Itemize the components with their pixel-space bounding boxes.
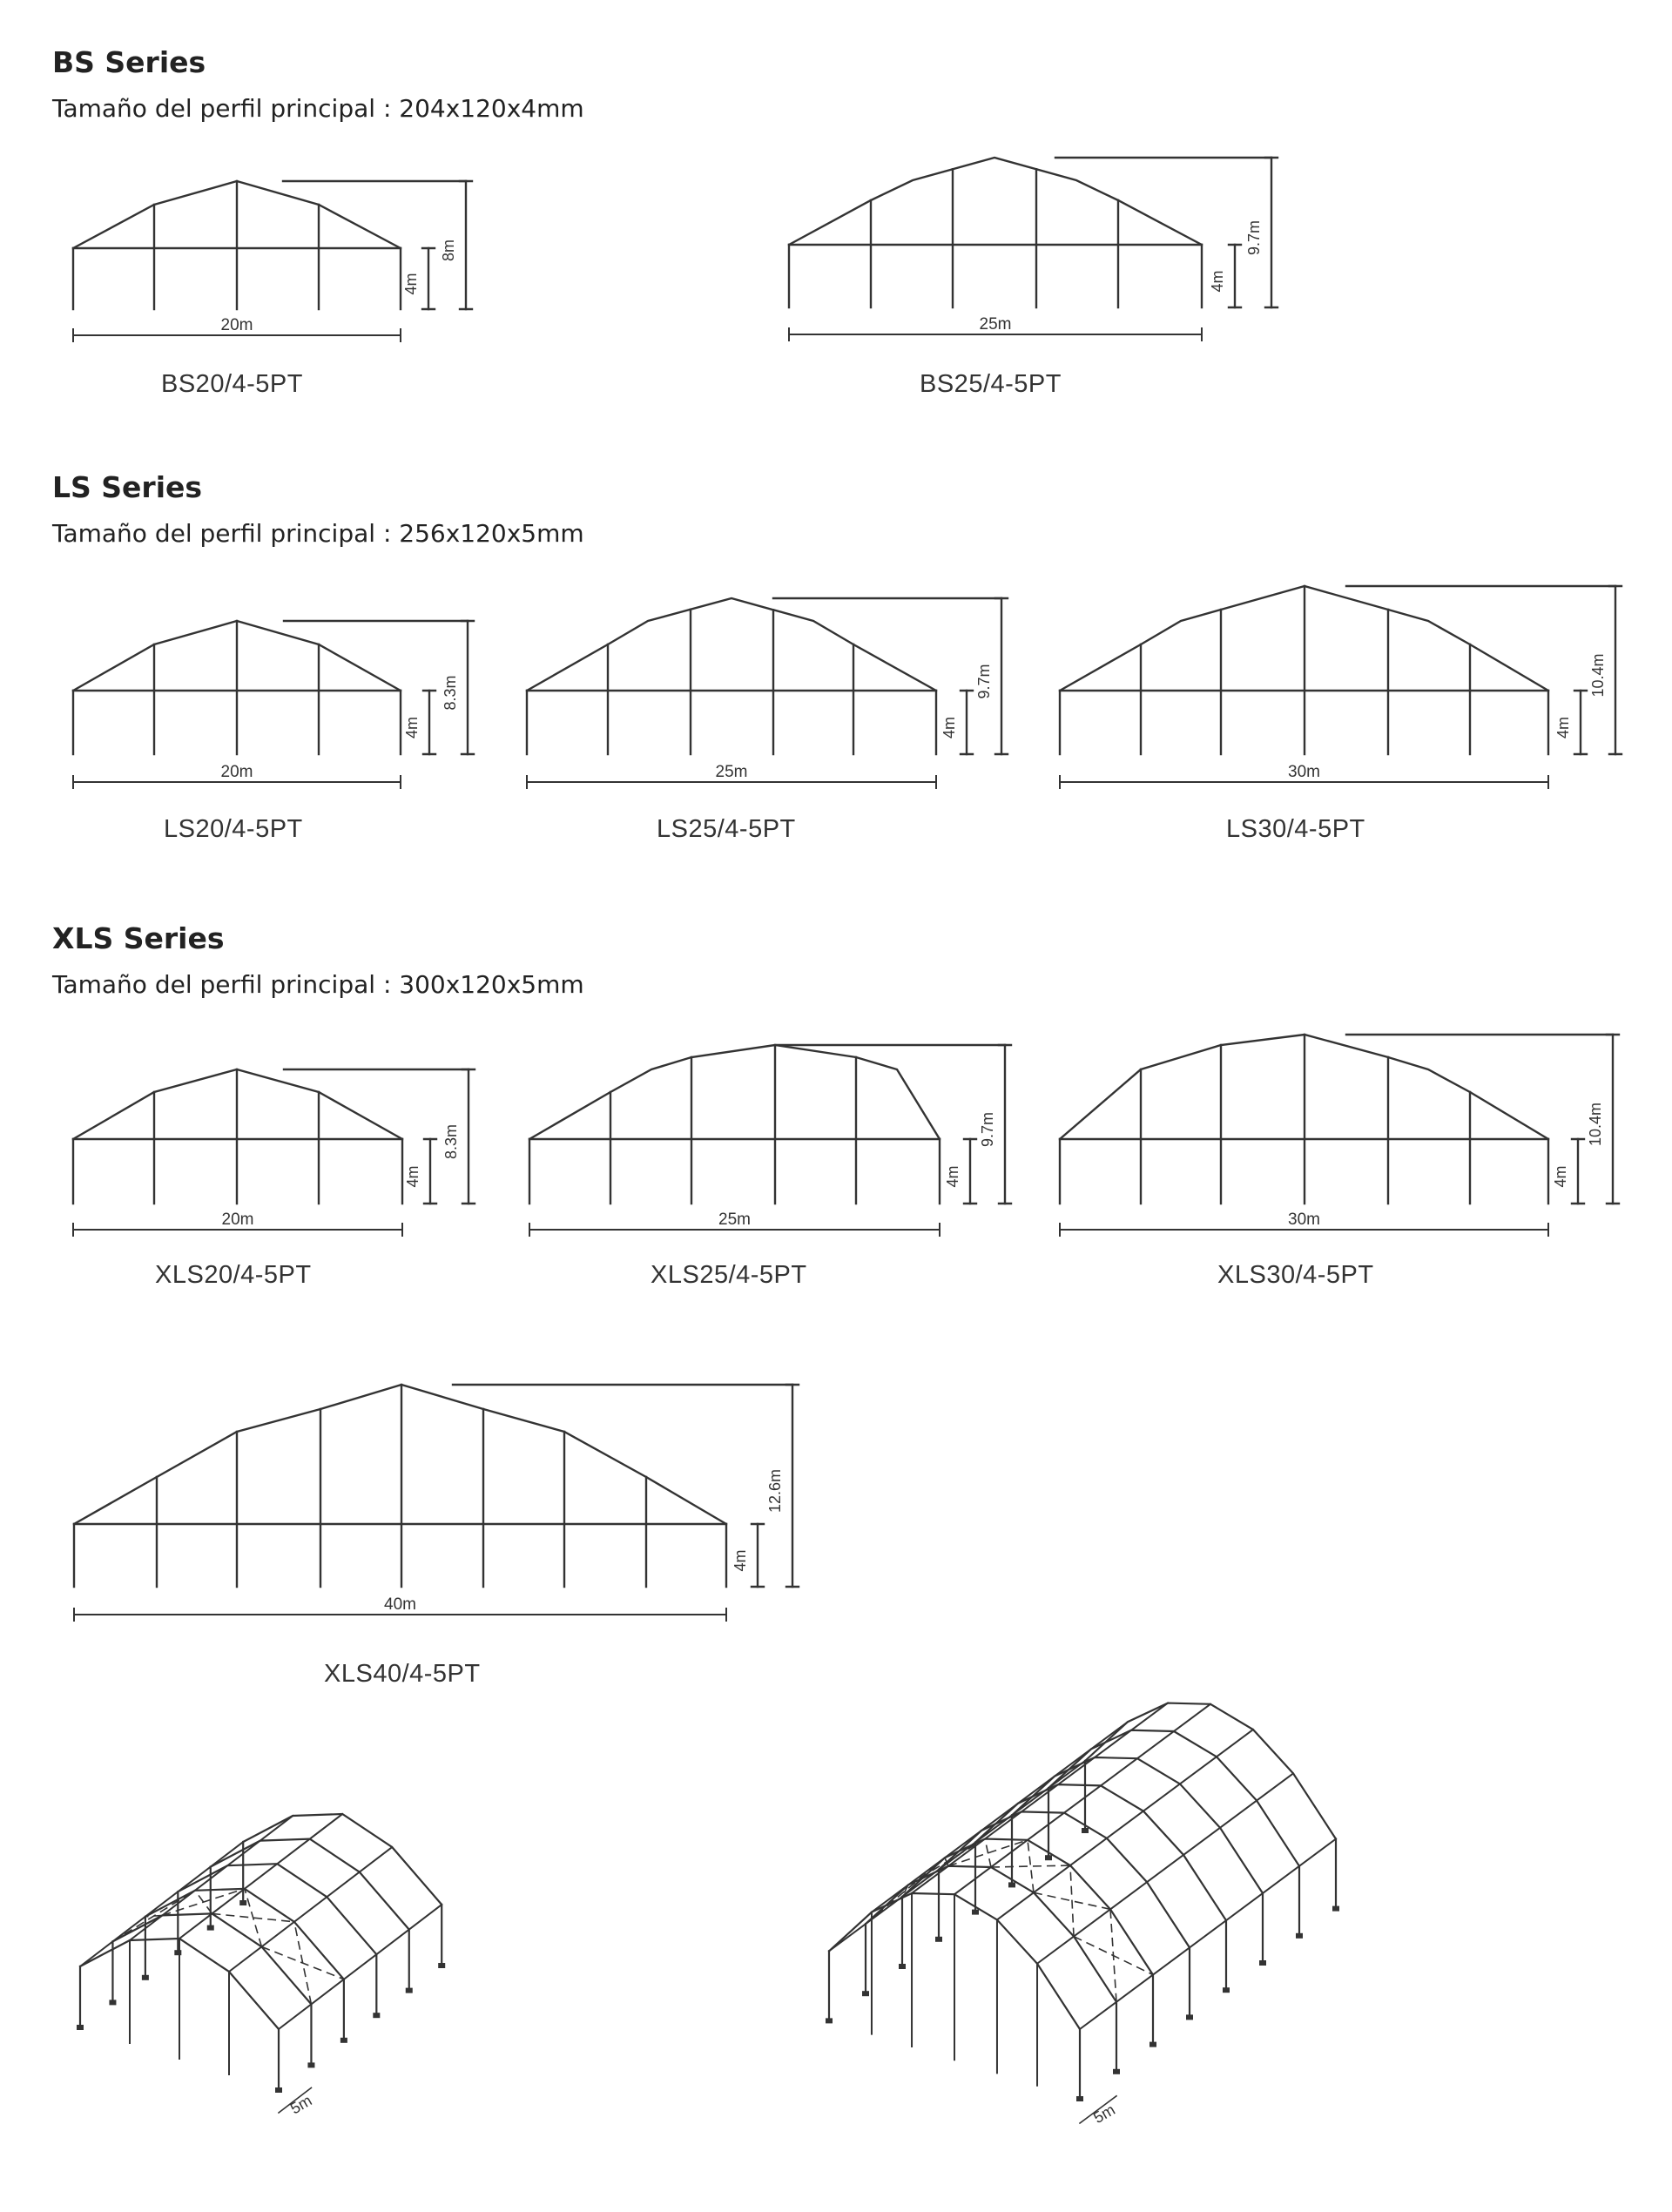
purlin [954, 1704, 1210, 1894]
eave-height-label: 4m [1209, 270, 1226, 293]
base-plate [1332, 1906, 1339, 1912]
model-label-xls20: XLS20/4-5PT [155, 1261, 312, 1289]
ridge-height-label: 9.7m [979, 1111, 996, 1148]
ridge-height-label: 8m [440, 239, 457, 262]
bs-series-title: BS Series [52, 45, 206, 79]
eave-height-label: 4m [944, 1165, 961, 1188]
width-label: 20m [220, 763, 253, 781]
ridge-height-label: 9.7m [1245, 219, 1263, 256]
xls-profile-size: Tamaño del perfil principal : 300x120x5mm [52, 970, 584, 999]
width-label: 25m [979, 315, 1012, 334]
base-plate [1259, 1960, 1266, 1966]
xls-series-title: XLS Series [52, 921, 225, 955]
perspective-large-frame [826, 1703, 1339, 2128]
bs-profile-size: Tamaño del perfil principal : 204x120x4mm [52, 94, 584, 123]
arch-frame [866, 1866, 1116, 2002]
model-label-ls30: LS30/4-5PT [1226, 815, 1365, 843]
roof-bracing [991, 1865, 1070, 1867]
base-plate [935, 1937, 942, 1942]
model-label-bs20: BS20/4-5PT [161, 370, 303, 398]
ridge-height-label: 8.3m [442, 675, 459, 711]
model-label-ls20: LS20/4-5PT [164, 815, 303, 843]
eave-height-label: 4m [404, 1165, 421, 1188]
purlin [1037, 1773, 1293, 1963]
roof-bracing [1070, 1865, 1074, 1937]
ridge-height-label: 8.3m [442, 1123, 460, 1160]
base-plate [1045, 1855, 1052, 1860]
base-plate [1082, 1828, 1089, 1833]
width-label: 20m [221, 1211, 254, 1229]
width-label: 25m [715, 763, 748, 781]
width-label: 30m [1288, 1211, 1320, 1229]
eave-height-label: 4m [1554, 716, 1572, 739]
eave-height-label: 4m [940, 716, 958, 739]
model-label-bs25: BS25/4-5PT [920, 370, 1062, 398]
model-label-xls40: XLS40/4-5PT [324, 1660, 481, 1688]
eave-height-label: 4m [402, 273, 420, 295]
ridge-height-label: 9.7m [975, 664, 993, 699]
model-label-xls30: XLS30/4-5PT [1217, 1261, 1374, 1289]
roof-bracing [1028, 1840, 1034, 1892]
base-plate [1223, 1987, 1230, 1993]
base-plate [1150, 2042, 1156, 2047]
base-plate [862, 1991, 869, 1996]
width-label: 25m [718, 1211, 751, 1229]
eave-height-label: 4m [1552, 1165, 1569, 1188]
purlin [912, 1703, 1168, 1893]
bay-dim-label: 5m [1090, 2101, 1118, 2128]
base-plate [972, 1910, 979, 1915]
model-label-xls25: XLS25/4-5PT [651, 1261, 807, 1289]
bay-dim-label: 5m [287, 2091, 315, 2118]
ridge-height-label: 12.6m [766, 1468, 784, 1514]
ridge-height-label: 10.4m [1587, 1102, 1604, 1147]
base-plate [899, 1964, 906, 1969]
ridge-height-label: 10.4m [1589, 653, 1607, 698]
eave-height-label: 4m [732, 1549, 749, 1572]
width-label: 30m [1288, 763, 1320, 781]
ls-series-title: LS Series [52, 470, 203, 504]
ls-profile-size: Tamaño del perfil principal : 256x120x5mm [52, 519, 584, 548]
base-plate [1186, 2014, 1193, 2020]
base-plate [1008, 1882, 1015, 1887]
base-plate [826, 2018, 833, 2023]
model-label-ls25: LS25/4-5PT [657, 815, 796, 843]
base-plate [1296, 1933, 1303, 1939]
width-label: 40m [384, 1595, 416, 1614]
eave-height-label: 4m [403, 716, 421, 739]
width-label: 20m [220, 316, 253, 334]
base-plate [1076, 2096, 1083, 2101]
base-plate [1113, 2069, 1120, 2074]
